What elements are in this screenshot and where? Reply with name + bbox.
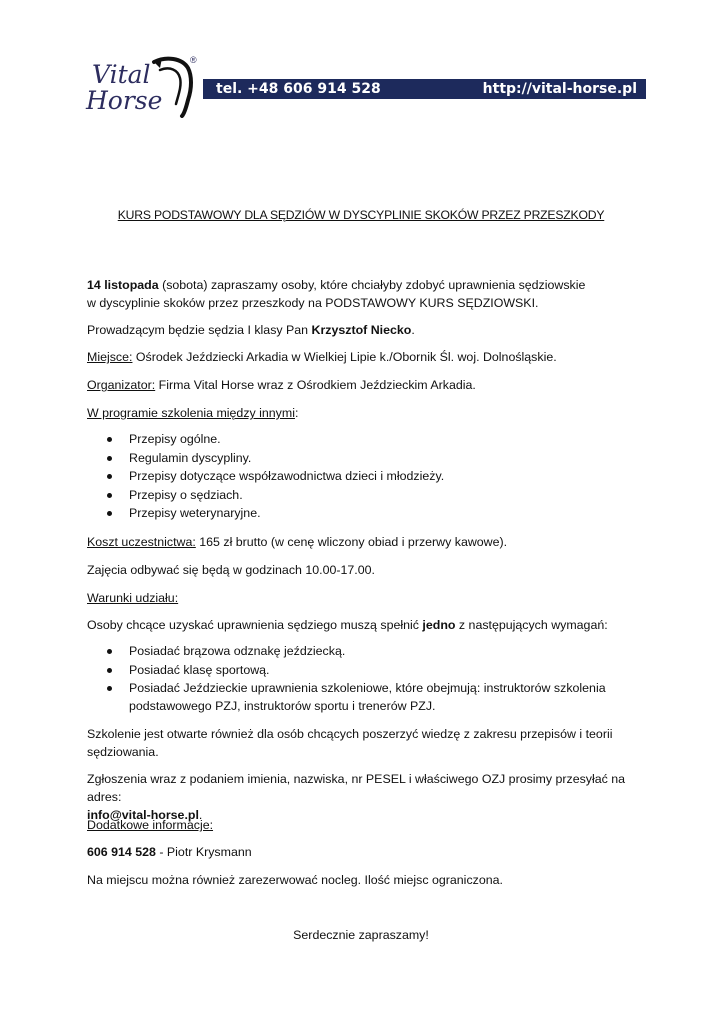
vital-horse-logo	[86, 52, 206, 124]
cost-text: 165 zł brutto (w cenę wliczony obiad i przerwy kawowe).	[195, 535, 508, 549]
conditions-intro-end: z następujących wymagań:	[455, 618, 608, 632]
leader-name: Krzysztof Niecko	[311, 323, 412, 337]
logo-word-vital: Vital	[92, 60, 151, 89]
leader-period: .	[411, 323, 415, 337]
contact-paragraph	[87, 843, 635, 861]
organizer-paragraph	[87, 376, 635, 394]
horse-head-icon	[148, 56, 198, 118]
program-list	[87, 430, 635, 523]
registration-email-link[interactable]: info@vital-horse.pl	[87, 808, 199, 822]
header-phone: tel. +48 606 914 528	[216, 81, 381, 97]
hours-paragraph: Zajęcia odbywać się będą w godzinach 10.00-17.00.	[87, 563, 375, 577]
place-label: Miejsce:	[87, 350, 133, 364]
open-paragraph: Szkolenie jest otwarte również dla osób chcących poszerzyć wiedzę z zakresu przepisów i teorii sędziowania.	[87, 727, 613, 759]
closing-line: Serdecznie zapraszamy!	[293, 928, 429, 942]
list-item: Posiadać Jeździeckie uprawnienia szkoleniowe, które obejmują: instruktorów szkolenia podstawowego PZJ, instruktorów sportu i trenerów PZJ.	[87, 679, 635, 715]
registered-mark: ®	[190, 55, 197, 65]
registration-text: Zgłoszenia wraz z podaniem imienia, nazwiska, nr PESEL i właściwego OZJ prosimy przesyłać na adres:	[87, 772, 626, 804]
header-website-link[interactable]: http://vital-horse.pl	[482, 81, 637, 97]
intro-paragraph	[87, 276, 635, 312]
intro-line1: (sobota) zapraszamy osoby, które chciałyby zdobyć uprawnienia sędziowskie	[158, 278, 586, 292]
intro-line2: w dyscyplinie skoków przez przeszkody na PODSTAWOWY KURS SĘDZIOWSKI.	[87, 296, 539, 310]
cost-paragraph	[87, 533, 635, 551]
cost-label: Koszt uczestnictwa:	[87, 535, 196, 549]
organizer-text: Firma Vital Horse wraz z Ośrodkiem Jeździeckim Arkadia.	[155, 378, 476, 392]
document-title: KURS PODSTAWOWY DLA SĘDZIÓW W DYSCYPLINIE SKOKÓW PRZEZ PRZESZKODY	[117, 208, 605, 222]
organizer-label: Organizator:	[87, 378, 156, 392]
leader-paragraph	[87, 321, 635, 339]
list-item: Przepisy weterynaryjne.	[87, 504, 635, 523]
list-item: Regulamin dyscypliny.	[87, 449, 635, 468]
leader-text: Prowadzącym będzie sędzia I klasy Pan	[87, 323, 312, 337]
place-paragraph	[87, 348, 635, 366]
program-colon: :	[294, 406, 299, 420]
place-text: Ośrodek Jeździecki Arkadia w Wielkiej Lipie k./Obornik Śl. woj. Dolnośląskie.	[132, 350, 557, 364]
list-item: Posiadać klasę sportową.	[87, 661, 635, 680]
logo-word-horse: Horse	[86, 86, 163, 115]
lodging-paragraph: Na miejscu można również zarezerwować nocleg. Ilość miejsc ograniczona.	[87, 873, 503, 887]
extra-label: Dodatkowe informacje:	[87, 818, 214, 832]
conditions-list	[87, 642, 635, 715]
conditions-label: Warunki udziału:	[87, 591, 179, 605]
conditions-intro-bold: jedno	[422, 618, 456, 632]
contact-header-bar	[203, 79, 646, 99]
program-heading	[87, 404, 635, 422]
program-label: W programie szkolenia między innymi	[87, 406, 295, 420]
intro-date: 14 listopada	[87, 278, 159, 292]
conditions-heading	[87, 589, 635, 607]
contact-phone: 606 914 528	[87, 845, 156, 859]
registration-period: .	[198, 808, 203, 822]
list-item: Przepisy ogólne.	[87, 430, 635, 449]
contact-person: - Piotr Krysmann	[155, 845, 252, 859]
list-item: Przepisy dotyczące współzawodnictwa dzieci i młodzieży.	[87, 467, 635, 486]
list-item: Posiadać brązowa odznakę jeździecką.	[87, 642, 635, 661]
extra-heading	[87, 816, 635, 834]
conditions-intro	[87, 616, 635, 634]
conditions-intro-text: Osoby chcące uzyskać uprawnienia sędziego muszą spełnić	[87, 618, 423, 632]
list-item: Przepisy o sędziach.	[87, 486, 635, 505]
